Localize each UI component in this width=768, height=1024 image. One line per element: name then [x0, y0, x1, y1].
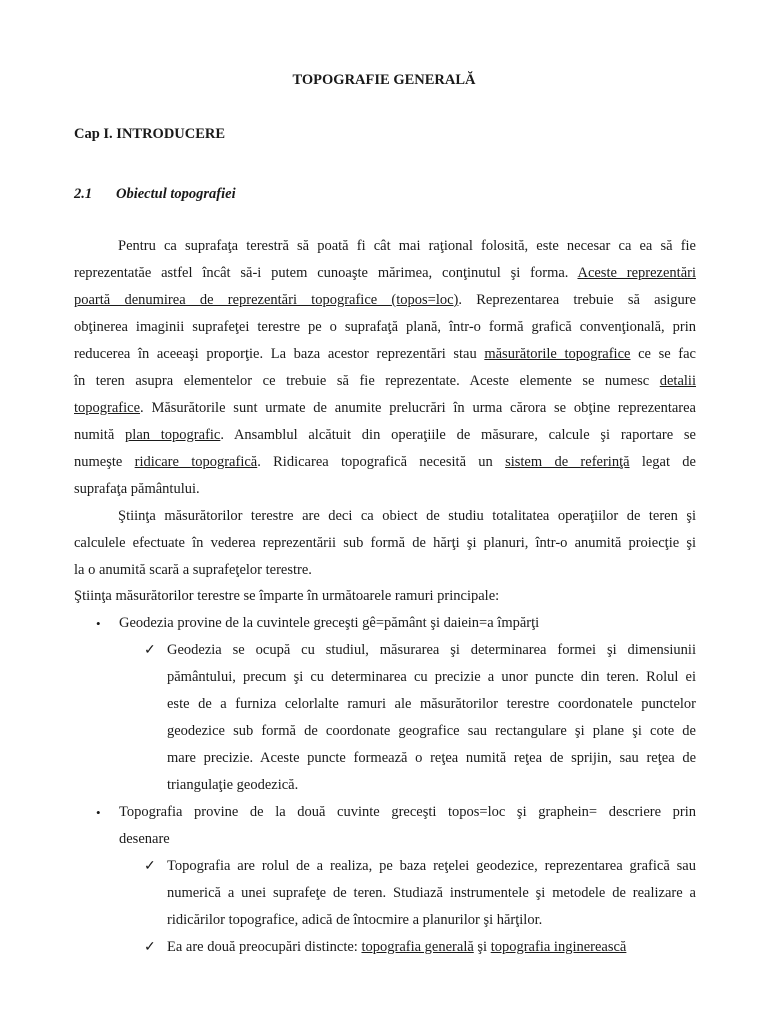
text-line: calculele efectuate în vederea reprezentării sub formă de hărţi şi planuri, într-o anumită proiecţie şi: [74, 535, 696, 551]
underlined-term: topografia inginerească: [490, 939, 627, 955]
text-line: Topografia are rolul de a realiza, pe baza reţelei geodezice, reprezentarea grafică sau: [167, 858, 696, 874]
bullet-icon: •: [96, 805, 101, 820]
text-span: şi: [473, 939, 491, 955]
text-span: numeşte: [74, 454, 135, 470]
text-line: Geodezia se ocupă cu studiul, măsurarea şi determinarea formei şi dimensiunii: [167, 642, 696, 658]
text-line: [74, 341, 696, 368]
underlined-term: topografice: [74, 400, 141, 416]
text-span: . Reprezentarea trebuie să asigure: [458, 292, 696, 308]
underlined-term: topografia generală: [361, 939, 474, 955]
bullet-text: Geodezia provine de la cuvintele greceşti gê=pământ şi daiein=a împărţi: [119, 615, 540, 631]
text-line: [74, 287, 696, 314]
paragraph-3: Ştiinţa măsurătorilor terestre se împarte în următoarele ramuri principale:: [74, 588, 500, 604]
text-span: . Măsurătorile sunt urmate de anumite prelucrări în urma cărora se obţine reprezentarea: [140, 400, 696, 416]
section-heading: [74, 186, 236, 203]
underlined-term: detalii: [659, 373, 696, 389]
text-span: ce se fac: [630, 346, 696, 362]
text-span: reprezentatăe astfel încât să-i putem cunoaşte mărimea, conţinutul şi forma.: [74, 265, 578, 281]
section-title: Obiectul topografiei: [116, 186, 236, 202]
text-line: triangulaţie geodezică.: [167, 777, 299, 793]
chapter-heading: Cap I. INTRODUCERE: [74, 126, 226, 142]
underlined-term: Aceste reprezentări: [577, 265, 696, 281]
text-span: numită: [74, 427, 126, 443]
underlined-term: plan topografic: [125, 427, 221, 443]
checkmark-icon: ✓: [144, 859, 156, 874]
checkmark-icon: ✓: [144, 940, 156, 955]
bullet-text: Topografia provine de la două cuvinte greceşti topos=loc şi graphein= descriere prin: [119, 804, 696, 820]
text-line: [167, 934, 626, 961]
text-line: [74, 368, 696, 395]
underlined-term: ridicare topografică: [134, 454, 258, 470]
text-line: la o anumită scară a suprafeţelor terestre.: [74, 562, 312, 578]
underlined-term: sistem de referinţă: [505, 454, 630, 470]
text-line: ridicărilor topografice, adică de întocmire a planurilor şi hărţilor.: [167, 912, 543, 928]
text-line: numerică a unei suprafeţe de teren. Studiază instrumentele şi metodele de realizare a: [167, 885, 696, 901]
text-span: reducerea în aceeaşi proporţie. La baza acestor reprezentări stau: [74, 346, 485, 362]
section-number: 2.1: [74, 186, 93, 202]
text-line: obţinerea imaginii suprafeţei terestre pe o suprafaţă plană, într-o formă grafică convenţională, prin: [74, 319, 696, 335]
text-span: . Ridicarea topografică necesită un: [257, 454, 506, 470]
text-line: pământului, precum şi cu determinarea cu precizie a unor puncte din teren. Rolul ei: [167, 669, 696, 685]
text-line: suprafaţa pământului.: [74, 481, 200, 497]
bullet-icon: •: [96, 616, 101, 631]
checkmark-icon: ✓: [144, 643, 156, 658]
text-line: [74, 260, 696, 287]
page-title: TOPOGRAFIE GENERALĂ: [292, 72, 476, 88]
underlined-term: măsurătorile topografice: [484, 346, 631, 362]
text-line: [74, 422, 696, 449]
text-line: geodezice sub formă de coordonate geografice sau rectangulare şi plane şi cote de: [167, 723, 696, 739]
text-span: în teren asupra elementelor ce trebuie să fie reprezentate. Aceste elemente se numesc: [74, 373, 660, 389]
text-line: este de a furniza celorlalte ramuri ale măsurătorilor terestre coordonatele punctelor: [167, 696, 696, 712]
text-span: Ea are două preocupări distincte:: [167, 939, 362, 955]
underlined-term: poartă denumirea de reprezentări topografice (topos=loc): [74, 292, 459, 308]
text-line: [74, 449, 696, 476]
bullet-text: desenare: [119, 831, 170, 847]
text-span: legat de: [629, 454, 696, 470]
text-span: . Ansamblul alcătuit din operaţiile de măsurare, calcule şi raportare se: [220, 427, 696, 443]
text-line: [74, 395, 696, 422]
text-line: Ştiinţa măsurătorilor terestre are deci ca obiect de studiu totalitatea operaţiilor de teren şi: [118, 508, 696, 524]
text-line: Pentru ca suprafaţa terestră să poată fi cât mai raţional folosită, este necesar ca ea să fie: [118, 238, 696, 254]
text-line: mare precizie. Aceste puncte formează o reţea numită reţea de sprijin, sau reţea de: [167, 750, 696, 766]
